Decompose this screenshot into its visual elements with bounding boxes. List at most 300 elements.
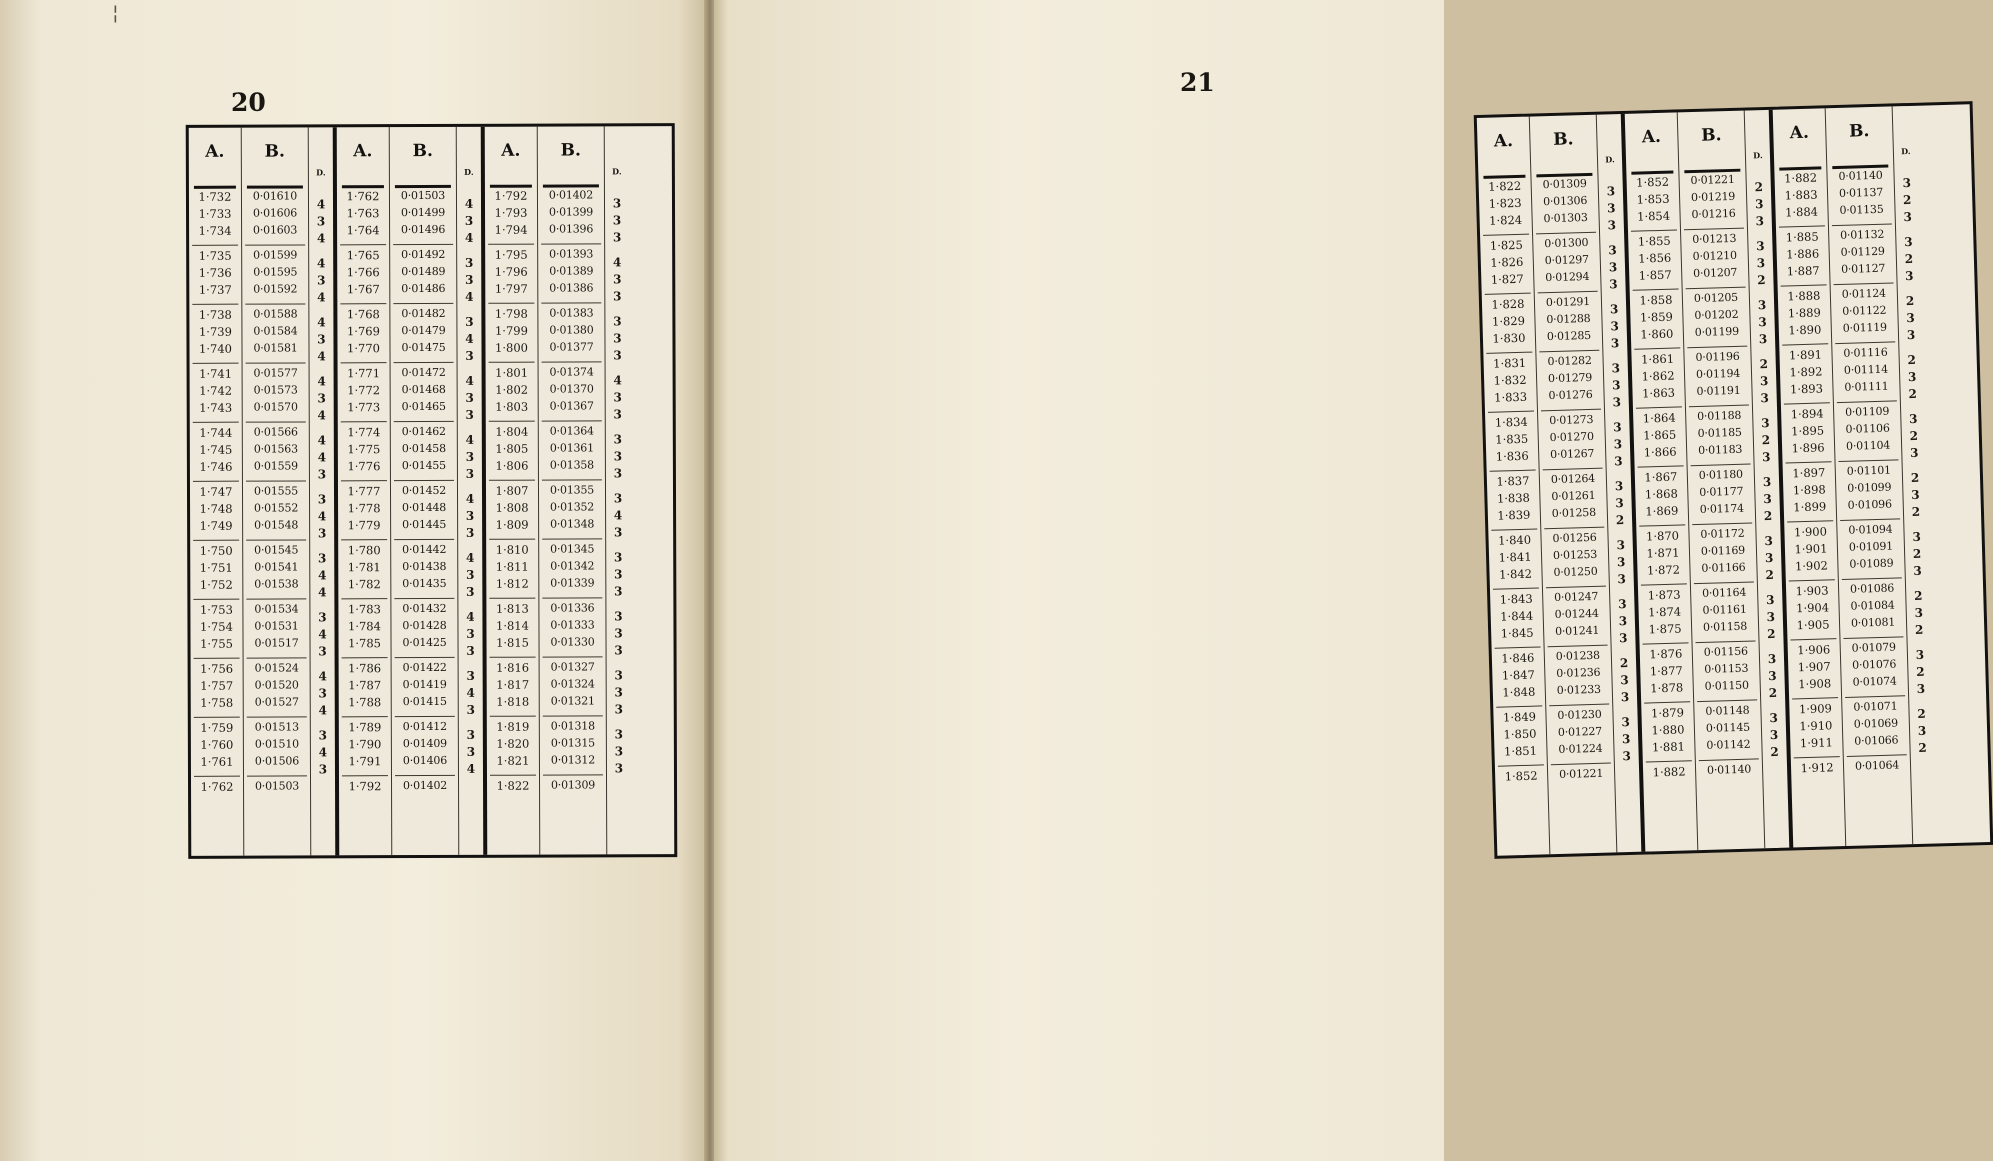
difference-value: 3 — [612, 230, 622, 245]
group-rule — [394, 480, 454, 481]
table-cell-b: 0·01352 — [549, 500, 595, 514]
difference-value: 3 — [614, 626, 623, 641]
table-cell-a: 1·886 — [1786, 246, 1820, 262]
column-header-d: D. — [1753, 150, 1763, 161]
table-cell-a: 1·778 — [347, 501, 381, 516]
table-cell-a: 1·737 — [198, 282, 232, 297]
table-cell-b: 0·01207 — [1692, 265, 1738, 281]
table-cell-a: 1·880 — [1651, 722, 1685, 738]
difference-value: 4 — [466, 550, 475, 565]
group-rule — [1835, 341, 1895, 344]
table-cell-a: 1·867 — [1644, 469, 1678, 485]
table-cell-a: 1·844 — [1500, 608, 1534, 624]
table-cell-b: 0·01250 — [1553, 564, 1598, 580]
difference-value: 3 — [465, 407, 474, 422]
table-cell-b: 0·01402 — [548, 188, 594, 202]
table-cell-a: 1·813 — [495, 601, 529, 616]
difference-value: 4 — [613, 508, 623, 523]
difference-value: 3 — [614, 761, 624, 776]
column-header-a: A. — [205, 141, 225, 162]
table-cell-b: 0·01137 — [1838, 185, 1884, 200]
table-cell-b: 0·01496 — [401, 222, 446, 237]
table-cell-a: 1·891 — [1788, 347, 1823, 363]
table-cell-b: 0·01145 — [1705, 720, 1751, 735]
difference-value: 3 — [614, 643, 623, 658]
difference-value: 3 — [317, 526, 327, 541]
group-rule — [1544, 527, 1604, 530]
table-cell-a: 1·890 — [1788, 322, 1822, 338]
table-cell-a: 1·815 — [496, 635, 530, 650]
table-cell-b: 0·01538 — [254, 577, 299, 591]
table-cell-b: 0·01309 — [1542, 176, 1587, 192]
table-cell-b: 0·01132 — [1839, 227, 1885, 242]
table-cell-a: 1·898 — [1792, 482, 1826, 498]
table-cell-b: 0·01503 — [254, 779, 300, 793]
difference-value: 3 — [1614, 454, 1623, 469]
table-cell-a: 1·738 — [198, 307, 232, 322]
table-cell-a: 1·796 — [494, 264, 528, 279]
table-cell-a: 1·745 — [199, 442, 233, 457]
group-rule — [1638, 465, 1684, 467]
difference-value: 2 — [1911, 504, 1921, 520]
group-rule — [1646, 760, 1692, 762]
difference-value: 3 — [318, 610, 327, 625]
table-cell-a: 1·788 — [348, 695, 382, 710]
group-rule — [1839, 459, 1899, 462]
table-cell-b: 0·01486 — [401, 281, 446, 296]
group-rule — [394, 539, 454, 540]
difference-value: 3 — [614, 609, 623, 624]
table-cell-a: 1·892 — [1789, 364, 1823, 380]
table-block-1 — [1477, 114, 1642, 856]
difference-value: 3 — [1759, 373, 1769, 389]
table-cell-b: 0·01315 — [550, 736, 595, 750]
difference-value: 3 — [1616, 555, 1626, 570]
table-cell-b: 0·01142 — [1706, 737, 1751, 752]
table-cell-a: 1·856 — [1638, 250, 1672, 266]
group-rule — [1782, 343, 1828, 345]
difference-value: 3 — [1769, 727, 1779, 743]
table-cell-a: 1·769 — [346, 324, 380, 339]
group-rule — [394, 421, 454, 422]
group-rule — [1834, 282, 1894, 285]
table-cell-b: 0·01581 — [253, 341, 298, 355]
table-cell-a: 1·905 — [1796, 617, 1830, 633]
table-cell-a: 1·799 — [494, 323, 528, 338]
table-cell-b: 0·01386 — [549, 281, 594, 295]
group-rule — [341, 539, 387, 540]
difference-value: 3 — [1761, 449, 1771, 465]
group-rule — [1699, 758, 1759, 761]
column-header-d: D. — [1605, 154, 1615, 165]
difference-value: 3 — [1908, 411, 1918, 427]
table-cell-a: 1·759 — [200, 720, 234, 735]
table-cell-b: 0·01247 — [1553, 589, 1599, 605]
table-cell-b: 0·01288 — [1546, 311, 1591, 327]
difference-value: 3 — [465, 314, 474, 329]
group-rule — [1787, 520, 1833, 522]
difference-value: 4 — [316, 256, 326, 271]
table-cell-a: 1·757 — [200, 678, 234, 693]
column-header-a: A. — [1493, 131, 1514, 152]
difference-value: 3 — [1907, 369, 1917, 385]
table-cell-b: 0·01452 — [401, 483, 447, 498]
group-rule — [490, 657, 536, 658]
difference-value: 3 — [1764, 550, 1774, 566]
difference-value: 4 — [317, 433, 327, 448]
table-cell-a: 1·816 — [496, 660, 530, 675]
table-cell-a: 1·836 — [1495, 448, 1529, 464]
table-cell-a: 1·854 — [1636, 208, 1671, 224]
table-cell-b: 0·01101 — [1846, 463, 1892, 478]
table-cell-b: 0·01253 — [1552, 547, 1598, 563]
difference-value: 3 — [613, 289, 622, 304]
table-cell-b: 0·01122 — [1842, 303, 1887, 318]
table-cell-a: 1·790 — [348, 737, 382, 752]
difference-value: 2 — [1619, 656, 1629, 671]
table-cell-b: 0·01364 — [549, 424, 594, 438]
group-rule — [489, 539, 535, 540]
table-cell-a: 1·819 — [496, 719, 530, 734]
table-cell-b: 0·01219 — [1690, 189, 1736, 205]
difference-value: 4 — [466, 685, 475, 700]
difference-value: 2 — [1909, 428, 1919, 444]
table-cell-a: 1·783 — [347, 602, 381, 617]
table-cell-b: 0·01339 — [550, 576, 595, 590]
table-cell-b: 0·01312 — [550, 753, 596, 767]
group-rule — [1843, 636, 1903, 639]
table-cell-b: 0·01300 — [1544, 235, 1589, 251]
table-cell-b: 0·01358 — [549, 458, 594, 472]
difference-value: 3 — [614, 567, 623, 582]
difference-value: 3 — [613, 331, 622, 346]
table-cell-b: 0·01409 — [402, 736, 447, 751]
table-cell-b: 0·01396 — [549, 222, 594, 236]
group-rule — [246, 539, 306, 540]
table-cell-a: 1·902 — [1794, 558, 1829, 574]
table-cell-b: 0·01503 — [400, 188, 446, 203]
table-cell-b: 0·01297 — [1544, 252, 1590, 268]
difference-value: 3 — [1768, 668, 1777, 684]
column-header-a: A. — [1641, 126, 1662, 148]
column-header-a: A. — [353, 141, 373, 162]
table-cell-b: 0·01499 — [400, 205, 446, 220]
difference-value: 4 — [318, 585, 327, 600]
table-cell-b: 0·01216 — [1691, 206, 1736, 222]
difference-value: 3 — [1755, 214, 1765, 229]
difference-value: 3 — [465, 449, 475, 464]
difference-value: 3 — [1617, 572, 1627, 587]
table-cell-a: 1·911 — [1799, 735, 1834, 751]
table-cell-a: 1·843 — [1499, 591, 1533, 607]
group-rule — [192, 245, 238, 246]
difference-value: 4 — [317, 349, 326, 364]
table-cell-b: 0·01606 — [252, 206, 298, 220]
group-rule — [1694, 581, 1754, 584]
table-cell-b: 0·01106 — [1845, 421, 1890, 436]
table-cell-a: 1·855 — [1637, 233, 1671, 249]
difference-value: 3 — [1763, 491, 1772, 507]
table-cell-a: 1·858 — [1639, 292, 1673, 308]
table-cell-b: 0·01435 — [402, 576, 447, 591]
difference-value: 3 — [1611, 361, 1621, 376]
table-cell-a: 1·874 — [1648, 604, 1682, 620]
group-rule — [1697, 699, 1757, 702]
table-cell-a: 1·758 — [200, 695, 234, 710]
difference-value: 3 — [466, 744, 476, 759]
table-cell-a: 1·792 — [494, 188, 528, 203]
table-cell-b: 0·01531 — [254, 619, 299, 633]
group-rule — [341, 598, 387, 599]
table-cell-a: 1·754 — [199, 619, 233, 634]
table-cell-b: 0·01236 — [1556, 665, 1601, 681]
table-cell-a: 1·838 — [1496, 490, 1531, 506]
difference-value: 3 — [1615, 496, 1624, 511]
right-page — [714, 0, 1927, 1161]
table-cell-a: 1·797 — [494, 281, 528, 296]
table-cell-a: 1·772 — [347, 383, 381, 398]
group-rule — [1536, 232, 1596, 235]
difference-value: 3 — [317, 332, 326, 347]
difference-value: 3 — [317, 492, 327, 507]
table-cell-b: 0·01472 — [401, 365, 446, 380]
group-rule — [1644, 701, 1690, 703]
group-rule — [542, 420, 602, 421]
table-cell-b: 0·01086 — [1849, 581, 1895, 596]
table-cell-a: 1·846 — [1501, 650, 1535, 666]
table-cell-b: 0·01541 — [254, 560, 299, 574]
difference-value: 3 — [1607, 218, 1617, 233]
table-cell-b: 0·01442 — [402, 542, 447, 557]
table-cell-a: 1·865 — [1643, 427, 1677, 443]
group-rule — [1789, 579, 1835, 581]
difference-value: 3 — [1613, 420, 1622, 435]
table-cell-b: 0·01161 — [1702, 602, 1747, 617]
difference-value: 3 — [1903, 209, 1913, 225]
difference-value: 4 — [317, 408, 326, 423]
difference-value: 2 — [1761, 432, 1771, 448]
group-rule — [1696, 640, 1756, 643]
group-rule — [340, 244, 386, 245]
table-cell-a: 1·782 — [347, 577, 381, 592]
difference-value: 3 — [1758, 315, 1767, 330]
difference-value: 3 — [612, 196, 622, 211]
table-cell-b: 0·01135 — [1839, 202, 1884, 217]
table-cell-b: 0·01270 — [1549, 429, 1594, 445]
column-header-b: B. — [264, 141, 285, 162]
difference-value: 3 — [1757, 298, 1767, 313]
difference-value: 3 — [1612, 395, 1622, 410]
table-cell-a: 1·776 — [347, 459, 381, 474]
difference-value: 3 — [318, 762, 328, 777]
table-cell-a: 1·807 — [495, 483, 529, 498]
difference-value: 4 — [465, 432, 475, 447]
table-cell-a: 1·744 — [199, 425, 233, 440]
table-cell-b: 0·01169 — [1700, 543, 1746, 558]
group-rule — [342, 657, 388, 658]
table-cell-b: 0·01213 — [1692, 231, 1737, 247]
table-cell-b: 0·01548 — [254, 518, 299, 532]
table-cell-b: 0·01164 — [1701, 585, 1747, 600]
table-cell-a: 1·798 — [494, 306, 528, 321]
table-cell-a: 1·751 — [199, 560, 233, 575]
table-block-3 — [1769, 106, 1938, 848]
table-cell-a: 1·755 — [200, 636, 234, 651]
difference-value: 3 — [318, 728, 328, 743]
group-rule — [1549, 704, 1609, 707]
ink-mark: ¦ — [112, 0, 119, 24]
difference-value: 3 — [465, 466, 475, 481]
table-cell-b: 0·01191 — [1696, 383, 1741, 398]
table-cell-b: 0·01202 — [1694, 307, 1739, 323]
table-cell-b: 0·01370 — [549, 382, 594, 396]
table-cell-a: 1·756 — [200, 661, 234, 676]
table-cell-a: 1·887 — [1786, 263, 1820, 279]
table-cell-a: 1·889 — [1787, 305, 1822, 321]
table-cell-a: 1·767 — [346, 282, 380, 297]
group-rule — [541, 302, 601, 303]
group-rule — [1786, 461, 1832, 463]
table-block-2 — [1621, 110, 1790, 852]
table-cell-a: 1·878 — [1650, 680, 1684, 696]
difference-value: 4 — [612, 255, 622, 270]
table-cell-a: 1·893 — [1789, 381, 1824, 397]
difference-value: 4 — [317, 374, 326, 389]
group-rule — [1631, 229, 1677, 231]
table-cell-a: 1·834 — [1494, 414, 1528, 430]
table-cell-a: 1·762 — [346, 189, 380, 204]
difference-value: 2 — [1757, 273, 1766, 288]
table-cell-a: 1·739 — [198, 324, 232, 339]
table-cell-a: 1·828 — [1491, 296, 1525, 312]
group-rule — [394, 362, 454, 363]
difference-value: 2 — [1918, 740, 1927, 755]
table-cell-b: 0·01094 — [1848, 522, 1893, 537]
group-rule — [342, 775, 388, 776]
difference-value: 3 — [1611, 378, 1621, 393]
table-cell-a: 1·848 — [1502, 684, 1536, 700]
table-cell-b: 0·01261 — [1551, 488, 1596, 504]
table-cell-b: 0·01552 — [253, 501, 299, 515]
table-cell-a: 1·881 — [1651, 739, 1686, 755]
difference-value: 3 — [1769, 710, 1779, 726]
difference-value: 3 — [1917, 723, 1927, 738]
difference-value: 3 — [614, 727, 624, 742]
difference-value: 4 — [464, 230, 474, 245]
table-cell-a: 1·818 — [496, 694, 530, 709]
difference-value: 3 — [1622, 748, 1632, 764]
table-cell-a: 1·753 — [199, 602, 233, 617]
table-cell-b: 0·01570 — [253, 400, 298, 414]
group-rule — [1634, 347, 1680, 349]
table-cell-b: 0·01524 — [254, 661, 299, 675]
table-cell-b: 0·01545 — [254, 543, 299, 557]
group-rule — [543, 656, 603, 657]
table-cell-b: 0·01559 — [253, 459, 298, 473]
table-cell-a: 1·812 — [495, 576, 529, 591]
difference-value: 2 — [1766, 626, 1776, 642]
group-rule — [1643, 642, 1689, 644]
difference-value: 3 — [465, 390, 474, 405]
group-rule — [193, 599, 239, 600]
table-cell-a: 1·784 — [347, 619, 381, 634]
group-rule — [1495, 646, 1541, 648]
difference-value: 4 — [317, 290, 326, 305]
column-header-b: B. — [412, 140, 433, 162]
table-cell-b: 0·01172 — [1700, 526, 1745, 541]
difference-value: 3 — [1767, 651, 1777, 667]
difference-value: 3 — [613, 449, 623, 464]
table-cell-a: 1·860 — [1640, 326, 1674, 342]
table-cell-a: 1·864 — [1642, 410, 1676, 426]
difference-value: 3 — [1756, 239, 1765, 254]
difference-value: 2 — [1916, 664, 1925, 679]
group-rule — [395, 657, 455, 658]
table-cell-a: 1·770 — [347, 341, 380, 356]
table-cell-b: 0·01076 — [1851, 657, 1897, 672]
table-cell-b: 0·01438 — [402, 559, 447, 574]
difference-value: 2 — [1905, 293, 1915, 309]
table-cell-b: 0·01227 — [1557, 724, 1603, 739]
difference-value: 4 — [317, 315, 326, 330]
table-page-20 — [186, 123, 678, 859]
column-a — [485, 127, 540, 855]
difference-value: 2 — [1770, 744, 1779, 760]
table-cell-a: 1·752 — [199, 577, 233, 592]
table-cell-b: 0·01380 — [549, 323, 594, 337]
table-cell-b: 0·01279 — [1547, 370, 1593, 386]
difference-value: 3 — [466, 643, 475, 658]
table-cell-a: 1·749 — [199, 518, 233, 533]
table-cell-b: 0·01318 — [550, 719, 595, 733]
table-cell-b: 0·01091 — [1848, 539, 1894, 554]
group-rule — [246, 598, 306, 599]
table-cell-a: 1·827 — [1490, 271, 1524, 287]
table-cell-a: 1·803 — [495, 399, 529, 414]
table-cell-a: 1·829 — [1491, 313, 1526, 329]
table-cell-b: 0·01294 — [1545, 269, 1590, 285]
group-rule — [341, 421, 387, 422]
column-b — [389, 127, 459, 855]
difference-value: 2 — [1917, 706, 1926, 721]
group-rule — [1845, 695, 1905, 698]
column-d — [456, 127, 484, 855]
table-cell-b: 0·01230 — [1557, 707, 1602, 723]
table-cell-b: 0·01306 — [1542, 193, 1588, 209]
table-cell-a: 1·842 — [1498, 566, 1533, 582]
table-cell-b: 0·01348 — [550, 517, 595, 531]
table-cell-b: 0·01064 — [1854, 758, 1900, 773]
table-cell-b: 0·01399 — [548, 205, 594, 219]
group-rule — [1483, 234, 1529, 236]
group-rule — [395, 775, 455, 776]
group-rule — [543, 715, 603, 716]
table-cell-b: 0·01303 — [1543, 210, 1588, 226]
difference-value: 3 — [1606, 184, 1616, 199]
table-cell-a: 1·895 — [1791, 423, 1825, 439]
table-cell-b: 0·01140 — [1838, 168, 1883, 183]
table-cell-b: 0·01510 — [254, 737, 299, 751]
table-cell-b: 0·01148 — [1705, 703, 1750, 718]
group-rule — [1832, 223, 1892, 226]
table-cell-b: 0·01520 — [254, 678, 299, 692]
table-cell-a: 1·806 — [495, 458, 529, 473]
table-cell-a: 1·740 — [199, 341, 232, 356]
table-cell-a: 1·822 — [496, 778, 530, 793]
difference-value: 3 — [1621, 714, 1631, 730]
group-rule — [543, 774, 603, 775]
table-cell-a: 1·901 — [1794, 541, 1828, 557]
